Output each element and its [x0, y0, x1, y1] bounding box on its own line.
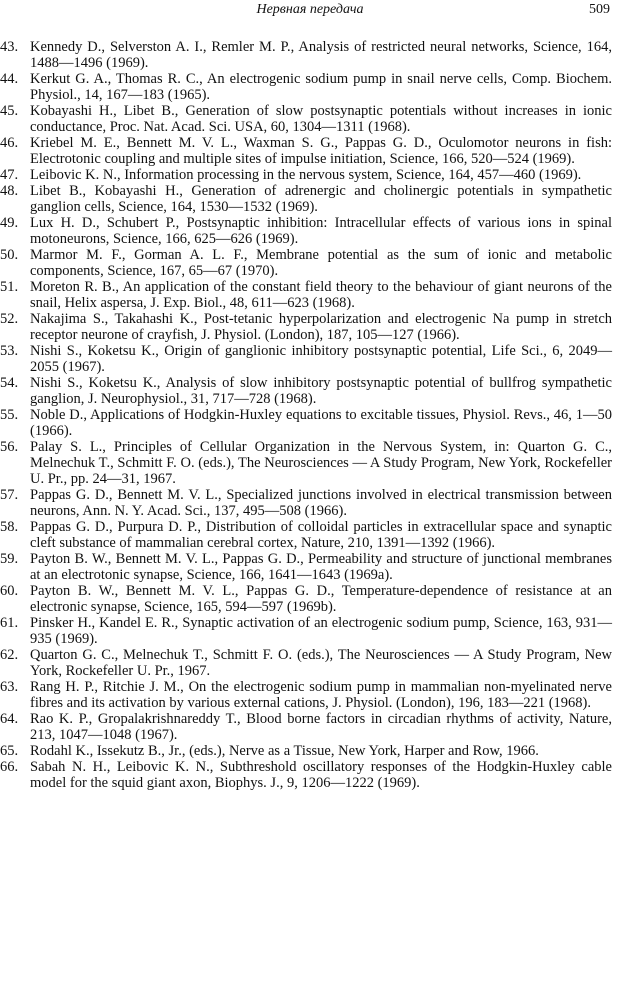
reference-number: 53. — [0, 343, 19, 359]
reference-number: 59. — [0, 551, 19, 567]
reference-item — [0, 39, 620, 71]
reference-item — [0, 583, 620, 615]
reference-item — [0, 679, 620, 711]
reference-number: 46. — [0, 135, 19, 151]
reference-text: Leibovic K. N., Information processing in the nervous system, Science, 164, 457—460 (1969). — [30, 167, 582, 183]
reference-text: Pappas G. D., Purpura D. P., Distribution of colloidal particles in extracellular space and synaptic cleft substance of mammalian cerebral cortex, Nature, 210, 1391—1392 (1966). — [30, 519, 612, 551]
reference-item — [0, 71, 620, 103]
running-header — [0, 0, 620, 22]
reference-item — [0, 183, 620, 215]
running-title: Нервная передача — [256, 2, 364, 17]
reference-number: 49. — [0, 215, 19, 231]
reference-item — [0, 167, 620, 183]
reference-number: 65. — [0, 743, 19, 759]
reference-item — [0, 135, 620, 167]
reference-list — [0, 39, 620, 791]
reference-item — [0, 487, 620, 519]
reference-item — [0, 375, 620, 407]
reference-number: 61. — [0, 615, 19, 631]
reference-text: Kerkut G. A., Thomas R. C., An electrogenic sodium pump in snail nerve cells, Comp. Biochem. Physiol., 14, 167—183 (1965). — [30, 71, 612, 103]
reference-text: Kriebel M. E., Bennett M. V. L., Waxman S. G., Pappas G. D., Oculomotor neurons in fish: Electrotonic coupling and multiple sites of impulse initiation, Science, 166, 520—524 (1969). — [30, 135, 612, 167]
reference-number: 54. — [0, 375, 19, 391]
page-number: 509 — [589, 2, 610, 17]
reference-item — [0, 215, 620, 247]
reference-number: 57. — [0, 487, 19, 503]
reference-number: 66. — [0, 759, 19, 775]
reference-number: 51. — [0, 279, 19, 295]
reference-item — [0, 647, 620, 679]
reference-item — [0, 343, 620, 375]
reference-text: Payton B. W., Bennett M. V. L., Pappas G. D., Permeability and structure of junctional membranes at an electrotonic synapse, Science, 166, 1641—1643 (1969a). — [30, 551, 612, 583]
reference-text: Sabah N. H., Leibovic K. N., Subthreshold oscillatory responses of the Hodgkin-Huxley cable model for the squid giant axon, Biophys. J., 9, 1206—1222 (1969). — [30, 759, 612, 791]
reference-text: Quarton G. C., Melnechuk T., Schmitt F. O. (eds.), The Neurosciences — A Study Program, New York, Rockefeller U. Pr., 1967. — [30, 647, 612, 679]
reference-number: 44. — [0, 71, 19, 87]
reference-number: 47. — [0, 167, 19, 183]
reference-number: 55. — [0, 407, 19, 423]
reference-text: Moreton R. B., An application of the constant field theory to the behaviour of giant neurons of the snail, Helix aspersa, J. Exp. Biol., 48, 611—623 (1968). — [30, 279, 612, 311]
reference-text: Pappas G. D., Bennett M. V. L., Specialized junctions involved in electrical transmission between neurons, Ann. N. Y. Acad. Sci., 137, 495—508 (1966). — [30, 487, 612, 519]
reference-text: Rodahl K., Issekutz B., Jr., (eds.), Nerve as a Tissue, New York, Harper and Row, 1966. — [30, 743, 539, 759]
reference-item — [0, 103, 620, 135]
reference-text: Lux H. D., Schubert P., Postsynaptic inhibition: Intracellular effects of various ions in spinal motoneurons, Science, 166, 625—626 (1969). — [30, 215, 612, 247]
reference-text: Nakajima S., Takahashi K., Post-tetanic hyperpolarization and electrogenic Na pump in stretch receptor neurone of crayfish, J. Physiol. (London), 187, 105—127 (1966). — [30, 311, 612, 343]
reference-number: 45. — [0, 103, 19, 119]
reference-text: Rang H. P., Ritchie J. M., On the electrogenic sodium pump in mammalian non-myelinated nerve fibres and its activation by various external cations, J. Physiol. (London), 196, 183—221 (1968). — [30, 679, 612, 711]
reference-number: 60. — [0, 583, 19, 599]
reference-item — [0, 759, 620, 791]
reference-item — [0, 439, 620, 487]
reference-text: Kobayashi H., Libet B., Generation of slow postsynaptic potentials without increases in ionic conductance, Proc. Nat. Acad. Sci. USA, 60, 1304—1311 (1968). — [30, 103, 612, 135]
reference-number: 58. — [0, 519, 19, 535]
reference-number: 50. — [0, 247, 19, 263]
reference-text: Marmor M. F., Gorman A. L. F., Membrane potential as the sum of ionic and metabolic components, Science, 167, 65—67 (1970). — [30, 247, 612, 279]
reference-item — [0, 743, 620, 759]
reference-item — [0, 711, 620, 743]
reference-number: 63. — [0, 679, 19, 695]
reference-text: Palay S. L., Principles of Cellular Organization in the Nervous System, in: Quarton G. C., Melnechuk T., Schmitt F. O. (eds.), The Neurosciences — A Study Program, New York, Rockefeller U. Pr., pp. 24—31, 1967. — [30, 439, 612, 487]
reference-item — [0, 551, 620, 583]
reference-item — [0, 311, 620, 343]
reference-text: Kennedy D., Selverston A. I., Remler M. P., Analysis of restricted neural networks, Science, 164, 1488—1496 (1969). — [30, 39, 612, 71]
reference-number: 52. — [0, 311, 19, 327]
reference-item — [0, 247, 620, 279]
reference-item — [0, 519, 620, 551]
reference-text: Payton B. W., Bennett M. V. L., Pappas G. D., Temperature-dependence of resistance at an electronic synapse, Science, 165, 594—597 (1969b). — [30, 583, 612, 615]
reference-text: Libet B., Kobayashi H., Generation of adrenergic and cholinergic potentials in sympathetic ganglion cells, Science, 164, 1530—1532 (1969). — [30, 183, 612, 215]
reference-item — [0, 279, 620, 311]
reference-text: Nishi S., Koketsu K., Origin of ganglionic inhibitory postsynaptic potential, Life Sci., 6, 2049—2055 (1967). — [30, 343, 612, 375]
reference-number: 56. — [0, 439, 19, 455]
reference-text: Pinsker H., Kandel E. R., Synaptic activation of an electrogenic sodium pump, Science, 163, 931—935 (1969). — [30, 615, 612, 647]
reference-number: 62. — [0, 647, 19, 663]
reference-item — [0, 407, 620, 439]
reference-number: 43. — [0, 39, 19, 55]
reference-text: Noble D., Applications of Hodgkin-Huxley equations to excitable tissues, Physiol. Revs., 46, 1—50 (1966). — [30, 407, 612, 439]
reference-text: Nishi S., Koketsu K., Analysis of slow inhibitory postsynaptic potential of bullfrog sympathetic ganglion, J. Neurophysiol., 31, 717—728 (1968). — [30, 375, 612, 407]
reference-item — [0, 615, 620, 647]
reference-text: Rao K. P., Gropalakrishnareddy T., Blood borne factors in circadian rhythms of activity, Nature, 213, 1047—1048 (1967). — [30, 711, 612, 743]
reference-number: 48. — [0, 183, 19, 199]
reference-number: 64. — [0, 711, 19, 727]
